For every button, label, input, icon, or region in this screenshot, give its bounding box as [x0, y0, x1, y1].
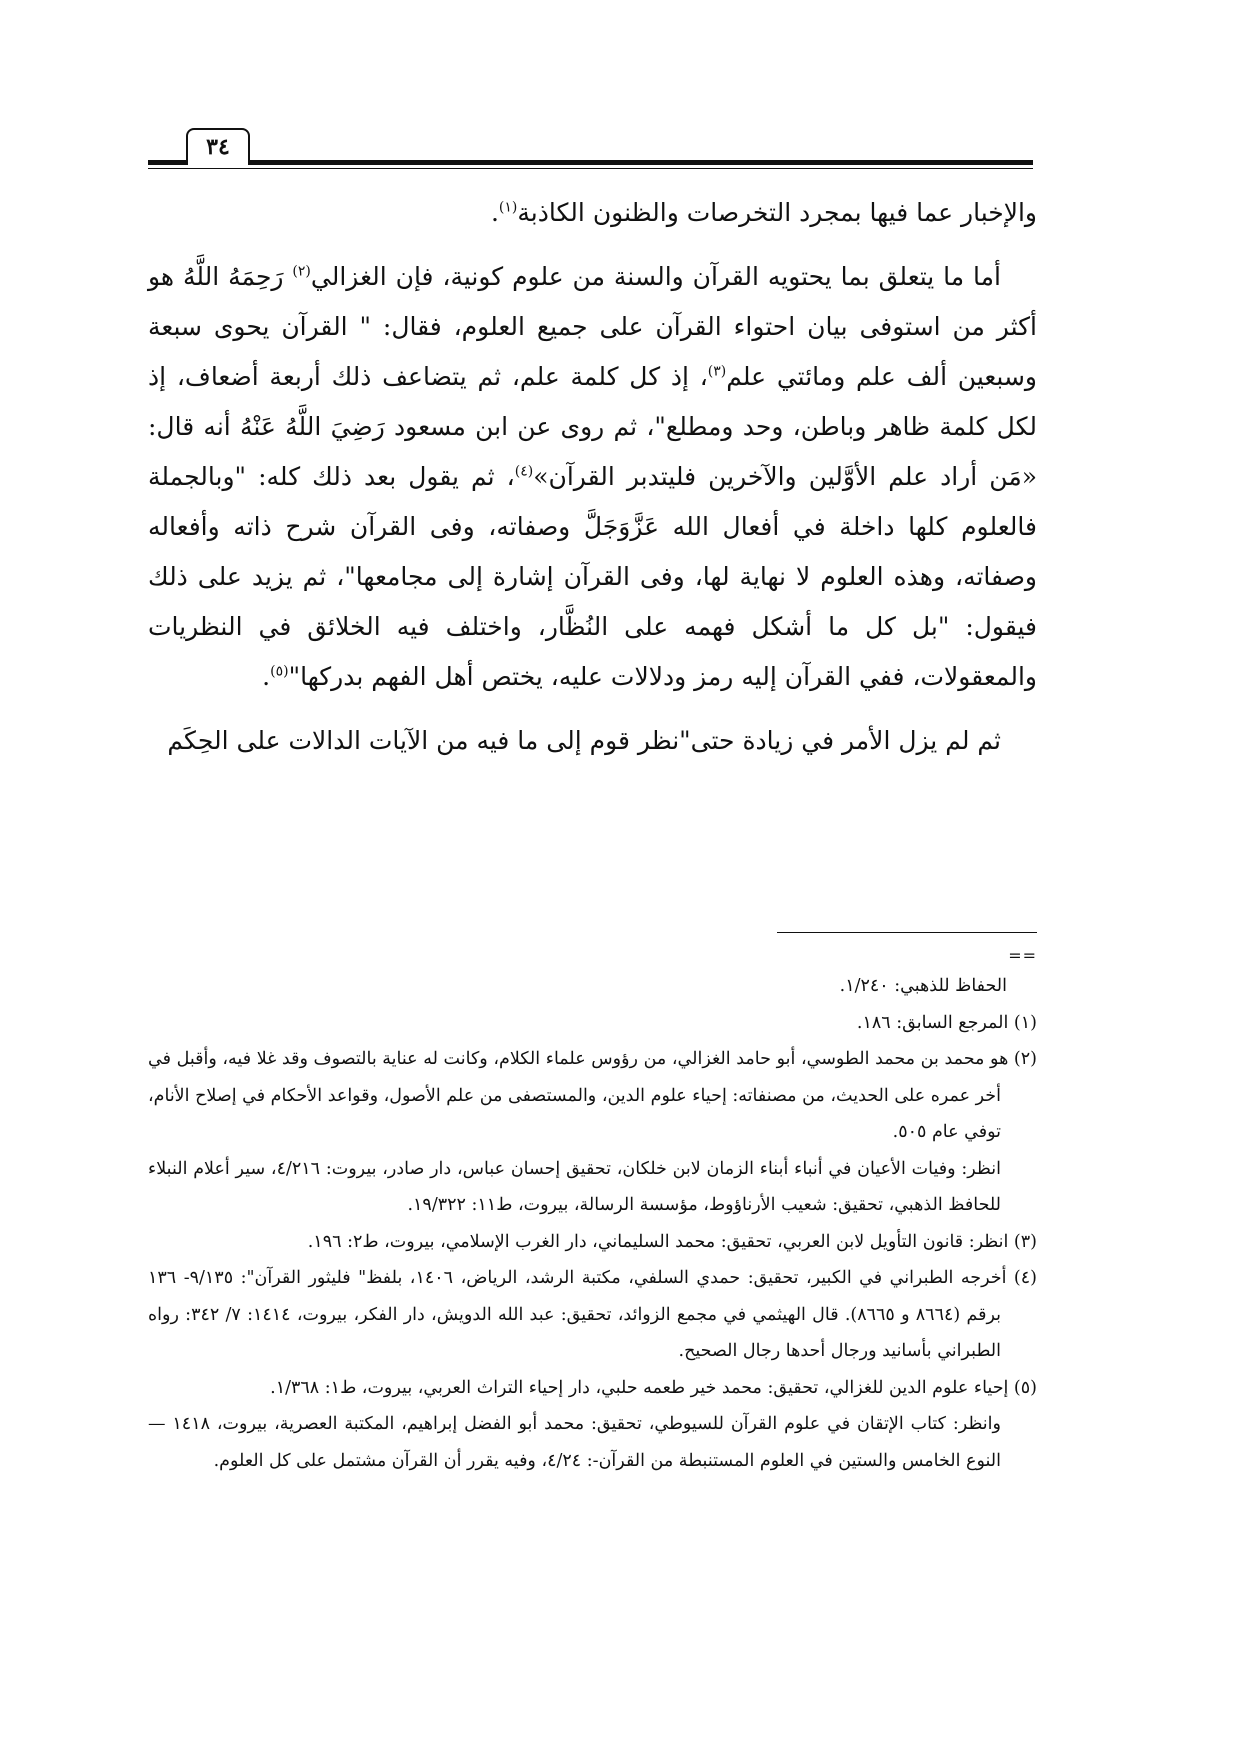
paragraph-2-text-c: ، إذ كل كلمة علم، ثم يتضاعف ذلك أربعة أضعاف، إذ لكل كلمة ظاهر وباطن، وحد ومطلع"، ثم روى عن ابن مسعود رَضِيَ اللَّهُ عَنْهُ أنه قال: «مَن أراد علم الأوَّلين والآخرين فليتدبر القرآن»: [148, 362, 1037, 491]
footnote-2: (٢) هو محمد بن محمد الطوسي، أبو حامد الغزالي، من رؤوس علماء الكلام، وكانت له عناية بالتصوف وقد غلا فيه، وأقبل في أخر عمره على الحديث، من مصنفاته: إحياء علوم الدين، والمستصفى من علم الأصول، وقواعد الأحكام في إصلاح الأنام، توفي عام ٥٠٥.: [148, 1049, 1037, 1142]
footnote-4: (٤) أخرجه الطبراني في الكبير، تحقيق: حمدي السلفي، مكتبة الرشد، الرياض، ١٤٠٦، بلفظ" فليثور القرآن": ٩/١٣٥- ١٣٦ برقم (٨٦٦٤ و ٨٦٦٥). قال الهيثمي في مجمع الزوائد، تحقيق: عبد الله الدويش، دار الفكر، بيروت، ١٤١٤: ٧/ ٣٤٢: رواه الطبراني بأسانيد ورجال أحدها رجال الصحيح.: [148, 1268, 1037, 1361]
page-number: ٣٤: [186, 128, 250, 165]
header-rule: [148, 160, 1033, 165]
footnote-ref-5[interactable]: (٥): [270, 663, 289, 680]
footnote-ref-3[interactable]: (٣): [707, 363, 727, 380]
footnote-1: (١) المرجع السابق: ١٨٦.: [856, 1012, 1037, 1033]
paragraph-2-end: .: [262, 662, 271, 691]
paragraph-2-text-b: رَحِمَهُ اللَّهُ هو أكثر من استوفى بيان احتواء القرآن على جميع العلوم، فقال: " القرآن يحوى سبعة وسبعين ألف علم ومائتي علم: [148, 262, 1037, 391]
paragraph-2-text-d: ، ثم يقول بعد ذلك كله: "وبالجملة فالعلوم كلها داخلة في أفعال الله عَزَّوَجَلَّ وصفاته، وفى القرآن شرح ذاته وأفعاله وصفاته، وهذه العلوم لا نهاية لها، وفى القرآن إشارة إلى مجامعها"، ثم يزيد على ذلك فيقول: "بل كل ما أشكل فهمه على النُظَّار، واختلف فيه الخلائق في النظريات والمعقولات، ففي القرآن إليه رمز ودلالات عليه، يختص أهل الفهم بدركها": [148, 462, 1037, 691]
footnote-5-reference: وانظر: كتاب الإتقان في علوم القرآن للسيوطي، تحقيق: محمد أبو الفضل إبراهيم، المكتبة العصرية، بيروت، ١٤١٨ — النوع الخامس والستين في العلوم المستنبطة من القرآن-: ٤/٢٤، وفيه يقرر أن القرآن مشتمل على كل العلوم.: [148, 1414, 1001, 1471]
footnote-ref-2[interactable]: (٢): [292, 263, 311, 280]
footnote-2-reference: انظر: وفيات الأعيان في أنباء أبناء الزمان لابن خلكان، تحقيق إحسان عباس، دار صادر، بيروت: ٤/٢١٦، سير أعلام النبلاء للحافظ الذهبي، تحقيق: شعيب الأرناؤوط، مؤسسة الرسالة، بيروت، ط١١: ١٩/٣٢٢.: [148, 1158, 1001, 1215]
footnote-5: (٥) إحياء علوم الدين للغزالي، تحقيق: محمد خير طعمه حلبي، دار إحياء التراث العربي، بيروت، ط١: ١/٣٦٨.: [270, 1377, 1037, 1398]
footnote-3: (٣) انظر: قانون التأويل لابن العربي، تحقيق: محمد السليماني، دار الغرب الإسلامي، بيروت، ط٢: ١٩٦.: [307, 1231, 1037, 1252]
paragraph-1: [148, 188, 1037, 238]
footnote-separator: [777, 932, 1037, 933]
paragraph-2-text-a: أما ما يتعلق بما يحتويه القرآن والسنة من علوم كونية، فإن الغزالي: [310, 262, 1001, 291]
footnote-continuation: الحفاظ للذهبي: ١/٢٤٠.: [839, 976, 1007, 996]
page-header: [148, 128, 1033, 168]
main-text: [148, 188, 1037, 780]
footnote-ref-1[interactable]: (١): [498, 199, 518, 216]
footnotes: [148, 968, 1037, 1479]
paragraph-3: ثم لم يزل الأمر في زيادة حتى"نظر قوم إلى ما فيه من الآيات الدالات على الحِكَم: [167, 726, 1001, 755]
footnote-ref-4[interactable]: (٤): [514, 463, 534, 480]
paragraph-1-end: .: [490, 198, 499, 227]
footnote-continuation-marker: ==: [1008, 946, 1037, 965]
header-rule-thin: [148, 168, 1033, 169]
paragraph-2: [148, 252, 1037, 702]
paragraph-1-text: والإخبار عما فيها بمجرد التخرصات والظنون الكاذبة: [517, 198, 1037, 227]
